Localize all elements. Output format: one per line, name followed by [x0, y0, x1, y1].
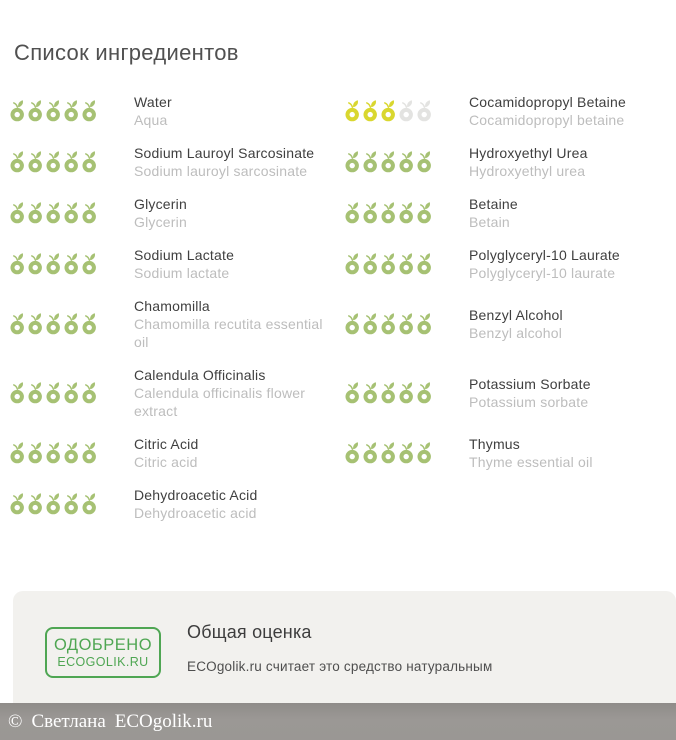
footer-site: ECOgolik.ru	[114, 710, 213, 732]
ingredient-name: Water	[134, 94, 172, 110]
rating	[345, 382, 469, 404]
ingredient-name: Benzyl Alcohol	[469, 307, 563, 323]
ingredient-text	[134, 246, 338, 282]
ingredient-text	[134, 297, 338, 351]
ingredient-name: Chamomilla	[134, 298, 210, 314]
eco-leaf-icon	[381, 151, 396, 173]
ingredient-item	[10, 195, 338, 231]
eco-leaf-icon	[10, 493, 25, 515]
ingredient-text	[469, 93, 666, 129]
eco-leaf-icon	[82, 100, 97, 122]
eco-leaf-icon	[46, 202, 61, 224]
eco-leaf-icon	[28, 442, 43, 464]
footer-bar	[0, 703, 676, 740]
ingredient-name: Citric Acid	[134, 436, 199, 452]
eco-leaf-icon	[381, 313, 396, 335]
ingredient-item	[10, 435, 338, 471]
eco-leaf-icon	[28, 382, 43, 404]
eco-leaf-icon	[381, 202, 396, 224]
ingredient-name: Potassium Sorbate	[469, 376, 591, 392]
eco-leaf-icon	[46, 493, 61, 515]
eco-leaf-icon	[28, 253, 43, 275]
eco-leaf-icon	[64, 100, 79, 122]
ingredient-text	[469, 435, 666, 471]
eco-leaf-icon	[82, 202, 97, 224]
eco-leaf-icon	[10, 100, 25, 122]
rating	[10, 493, 134, 515]
ingredient-subtitle: Chamomilla recutita essential oil	[134, 316, 323, 350]
eco-leaf-icon	[46, 151, 61, 173]
eco-leaf-icon	[28, 151, 43, 173]
ingredient-item	[10, 144, 338, 180]
ingredient-text	[134, 486, 338, 522]
ingredient-subtitle: Cocamidopropyl betaine	[469, 112, 625, 128]
ingredient-subtitle: Sodium lactate	[134, 265, 230, 281]
ingredient-subtitle: Benzyl alcohol	[469, 325, 563, 341]
copyright-icon: ©	[8, 710, 23, 732]
ingredient-item	[338, 144, 666, 180]
ingredient-item	[10, 486, 338, 522]
rating	[10, 151, 134, 173]
eco-leaf-icon	[363, 151, 378, 173]
eco-leaf-icon	[46, 253, 61, 275]
eco-leaf-icon	[10, 202, 25, 224]
eco-leaf-icon	[417, 442, 432, 464]
ingredient-subtitle: Glycerin	[134, 214, 187, 230]
ingredient-item	[338, 195, 666, 231]
ingredient-subtitle: Sodium lauroyl sarcosinate	[134, 163, 308, 179]
eco-leaf-icon	[417, 100, 432, 122]
eco-leaf-icon	[64, 202, 79, 224]
eco-leaf-icon	[381, 442, 396, 464]
ingredient-item	[338, 93, 666, 129]
rating	[345, 442, 469, 464]
summary-text: ECOgolik.ru считает это средство натуральным	[187, 659, 493, 674]
eco-leaf-icon	[417, 382, 432, 404]
rating	[10, 253, 134, 275]
ingredient-name: Thymus	[469, 436, 520, 452]
ingredient-item	[10, 297, 338, 351]
eco-leaf-icon	[82, 493, 97, 515]
eco-leaf-icon	[46, 313, 61, 335]
eco-leaf-icon	[64, 442, 79, 464]
eco-leaf-icon	[399, 442, 414, 464]
eco-leaf-icon	[10, 151, 25, 173]
ingredient-subtitle: Potassium sorbate	[469, 394, 589, 410]
eco-leaf-icon	[28, 202, 43, 224]
eco-leaf-icon	[28, 100, 43, 122]
eco-leaf-icon	[363, 382, 378, 404]
ingredient-list	[0, 93, 676, 522]
ingredient-item	[338, 246, 666, 282]
rating	[345, 100, 469, 122]
eco-leaf-icon	[10, 442, 25, 464]
eco-leaf-icon	[417, 151, 432, 173]
eco-leaf-icon	[345, 253, 360, 275]
rating	[345, 202, 469, 224]
ingredient-subtitle: Citric acid	[134, 454, 198, 470]
ingredient-subtitle: Hydroxyethyl urea	[469, 163, 586, 179]
ingredient-subtitle: Betain	[469, 214, 510, 230]
eco-leaf-icon	[64, 493, 79, 515]
ingredient-name: Polyglyceryl-10 Laurate	[469, 247, 620, 263]
approval-badge-line2: ECOGOLIK.RU	[57, 655, 149, 669]
ingredient-text	[134, 435, 338, 471]
rating	[345, 253, 469, 275]
eco-leaf-icon	[417, 202, 432, 224]
ingredient-name: Betaine	[469, 196, 518, 212]
eco-leaf-icon	[345, 202, 360, 224]
eco-leaf-icon	[363, 313, 378, 335]
ingredient-text	[469, 246, 666, 282]
ingredient-text	[134, 144, 338, 180]
eco-leaf-icon	[10, 253, 25, 275]
ingredient-subtitle: Dehydroacetic acid	[134, 505, 257, 521]
eco-leaf-icon	[399, 253, 414, 275]
rating	[345, 151, 469, 173]
eco-leaf-icon	[64, 253, 79, 275]
rating	[10, 100, 134, 122]
ingredient-subtitle: Aqua	[134, 112, 168, 128]
eco-leaf-icon	[64, 151, 79, 173]
ingredient-name: Glycerin	[134, 196, 187, 212]
ingredient-name: Sodium Lauroyl Sarcosinate	[134, 145, 315, 161]
eco-leaf-icon	[399, 313, 414, 335]
footer-author: Светлана	[31, 710, 106, 732]
eco-leaf-icon	[399, 202, 414, 224]
ingredient-name: Cocamidopropyl Betaine	[469, 94, 626, 110]
eco-leaf-icon	[46, 100, 61, 122]
summary-title: Общая оценка	[187, 622, 312, 642]
eco-leaf-icon	[417, 313, 432, 335]
ingredient-text	[469, 144, 666, 180]
eco-leaf-icon	[399, 382, 414, 404]
approval-badge-line1: ОДОБРЕНО	[53, 636, 153, 654]
eco-leaf-icon	[64, 313, 79, 335]
ingredient-item	[338, 366, 666, 420]
ingredient-subtitle: Polyglyceryl-10 laurate	[469, 265, 616, 281]
ingredient-text	[134, 93, 338, 129]
approval-badge	[45, 627, 161, 678]
ingredient-item	[10, 246, 338, 282]
eco-leaf-icon	[363, 442, 378, 464]
eco-leaf-icon	[10, 313, 25, 335]
ingredient-item	[10, 366, 338, 420]
eco-leaf-icon	[345, 382, 360, 404]
rating	[10, 442, 134, 464]
rating	[10, 202, 134, 224]
rating	[345, 313, 469, 335]
eco-leaf-icon	[399, 151, 414, 173]
rating	[10, 382, 134, 404]
ingredient-text	[469, 306, 666, 342]
eco-leaf-icon	[82, 253, 97, 275]
eco-leaf-icon	[363, 253, 378, 275]
eco-leaf-icon	[64, 382, 79, 404]
eco-leaf-icon	[82, 442, 97, 464]
eco-leaf-icon	[363, 202, 378, 224]
ingredient-item	[338, 297, 666, 351]
eco-leaf-icon	[10, 382, 25, 404]
ingredient-text	[469, 375, 666, 411]
ingredient-subtitle: Calendula officinalis flower extract	[134, 385, 306, 419]
ingredient-name: Calendula Officinalis	[134, 367, 266, 383]
eco-leaf-icon	[345, 151, 360, 173]
ingredient-item	[10, 93, 338, 129]
eco-leaf-icon	[46, 442, 61, 464]
ingredient-text	[134, 195, 338, 231]
eco-leaf-icon	[28, 313, 43, 335]
eco-leaf-icon	[363, 100, 378, 122]
page-title: Список ингредиентов	[14, 40, 239, 65]
eco-leaf-icon	[82, 313, 97, 335]
ingredient-subtitle: Thyme essential oil	[469, 454, 593, 470]
eco-leaf-icon	[381, 100, 396, 122]
rating	[10, 313, 134, 335]
ingredient-empty-cell	[338, 486, 666, 522]
ingredient-name: Sodium Lactate	[134, 247, 235, 263]
eco-leaf-icon	[82, 382, 97, 404]
eco-leaf-icon	[381, 382, 396, 404]
ingredient-name: Hydroxyethyl Urea	[469, 145, 588, 161]
ingredient-name: Dehydroacetic Acid	[134, 487, 258, 503]
eco-leaf-icon	[345, 442, 360, 464]
ingredient-item	[338, 435, 666, 471]
eco-leaf-icon	[417, 253, 432, 275]
summary-card	[13, 591, 676, 703]
eco-leaf-icon	[46, 382, 61, 404]
ingredient-text	[134, 366, 338, 420]
eco-leaf-icon	[345, 100, 360, 122]
eco-leaf-icon	[345, 313, 360, 335]
eco-leaf-icon	[381, 253, 396, 275]
eco-leaf-icon	[82, 151, 97, 173]
ingredient-text	[469, 195, 666, 231]
eco-leaf-icon	[28, 493, 43, 515]
eco-leaf-icon	[399, 100, 414, 122]
